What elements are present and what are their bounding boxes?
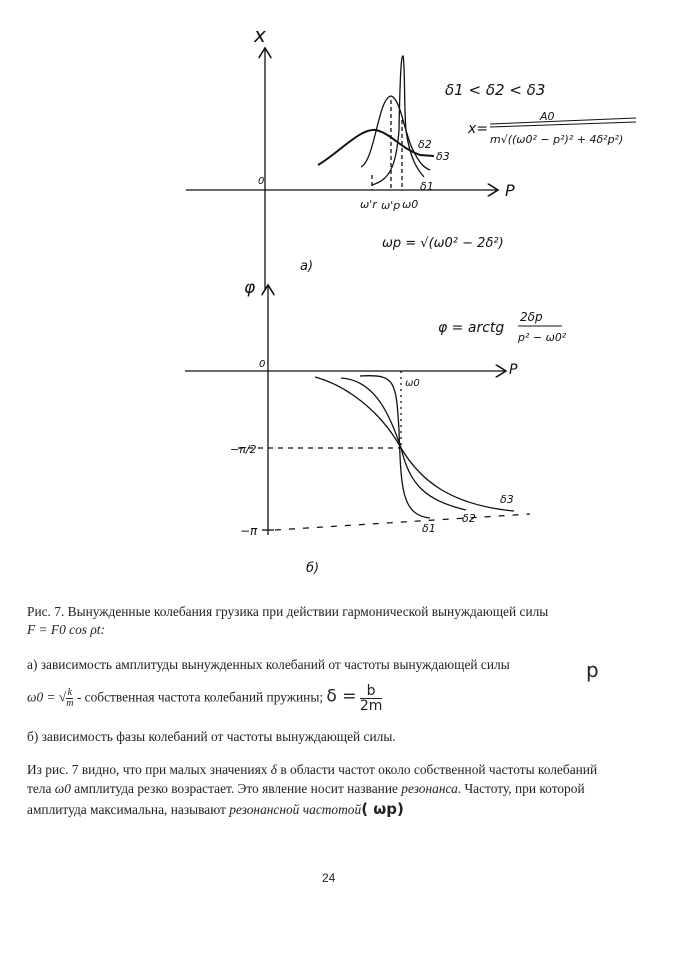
curve-label-delta2-a: δ2	[418, 138, 432, 151]
curve-delta3-b	[315, 377, 514, 511]
caption-item-b: б) зависимость фазы колебаний от частоты вынуждающей силы.	[27, 729, 396, 744]
curve-label-delta1-b: δ1	[422, 522, 436, 535]
tick-label-half-pi: −π/2	[230, 443, 257, 456]
delta-fraction: $\frac{b}{2m}$	[359, 683, 383, 714]
origin-label-a: 0	[258, 176, 265, 187]
curve-delta3-a	[318, 130, 434, 165]
curve-label-delta1-a: δ1	[420, 180, 434, 193]
delta-lhs: δ =	[326, 686, 357, 707]
tick-label-omega0-b: ω0	[405, 378, 420, 389]
origin-label-b: 0	[259, 359, 266, 370]
tick-label-omega-0: ω0	[402, 198, 419, 211]
panel-label-b: б)	[306, 561, 320, 576]
curve-label-delta3-a: δ3	[436, 150, 450, 163]
y-axis-label-a: x	[254, 23, 266, 47]
omega0-fraction: $\frac{k}{m}$	[66, 687, 74, 709]
phase-formula-num: 2δp	[520, 310, 543, 324]
figure-a	[186, 48, 636, 290]
body-line2: тела ω0 амплитуда резко возрастает. Это явление носит название резонанса. Частоту, при которой	[27, 781, 585, 796]
phase-formula-den: p² − ω0²	[518, 331, 567, 344]
inequality: δ1 < δ2 < δ3	[445, 81, 546, 99]
page-number: 24	[322, 871, 336, 885]
omega0-text: - собственная частота колебаний пружины;	[73, 689, 324, 705]
body-line3: амплитуда максимальна, называют резонансной частотой( ωp)	[27, 800, 404, 818]
amplitude-formula-den: m√((ω0² − p²)² + 4δ²p²)	[490, 133, 624, 146]
x-axis-label-a: P	[505, 181, 515, 200]
phase-formula-lhs: φ = arctg	[438, 320, 505, 336]
curve-label-delta2-b: δ2	[462, 512, 476, 525]
caption-omega0-line: ω0 = √ $\frac{k}{m}$ - собственная частота колебаний пружины; δ = $\frac{b}{2m}$	[27, 683, 383, 714]
curve-delta1-b	[360, 376, 430, 518]
curve-label-delta3-b: δ3	[500, 493, 514, 506]
handwritten-p: p	[586, 658, 599, 682]
curve-delta1-a	[372, 56, 424, 185]
body-line1: Из рис. 7 видно, что при малых значениях δ в области частот около собственной частоты колебаний	[27, 762, 598, 777]
tick-label-omega-p: ω'p	[381, 199, 401, 212]
tick-label-omega-r: ω'r	[360, 198, 377, 211]
caption-item-a: а) зависимость амплитуды вынужденных колебаний от частоты вынуждающей силы	[27, 657, 510, 672]
caption-force-formula: F = F0 cos ρt:	[27, 622, 105, 637]
resonance-formula: ωp = √(ω0² − 2δ²)	[382, 236, 504, 251]
caption-line1: Рис. 7. Вынужденные колебания грузика при действии гармонической вынуждающей силы	[27, 604, 549, 619]
tick-label-pi: −π	[240, 524, 258, 538]
curve-delta2-a	[361, 96, 430, 170]
panel-label-a: a)	[300, 259, 314, 274]
omega0-lhs: ω0 =	[27, 689, 59, 705]
y-axis-label-b: φ	[244, 278, 256, 298]
x-axis-label-b: P	[509, 362, 518, 378]
amplitude-formula-lhs: x=	[468, 121, 489, 137]
amplitude-formula-num: A0	[540, 110, 555, 123]
